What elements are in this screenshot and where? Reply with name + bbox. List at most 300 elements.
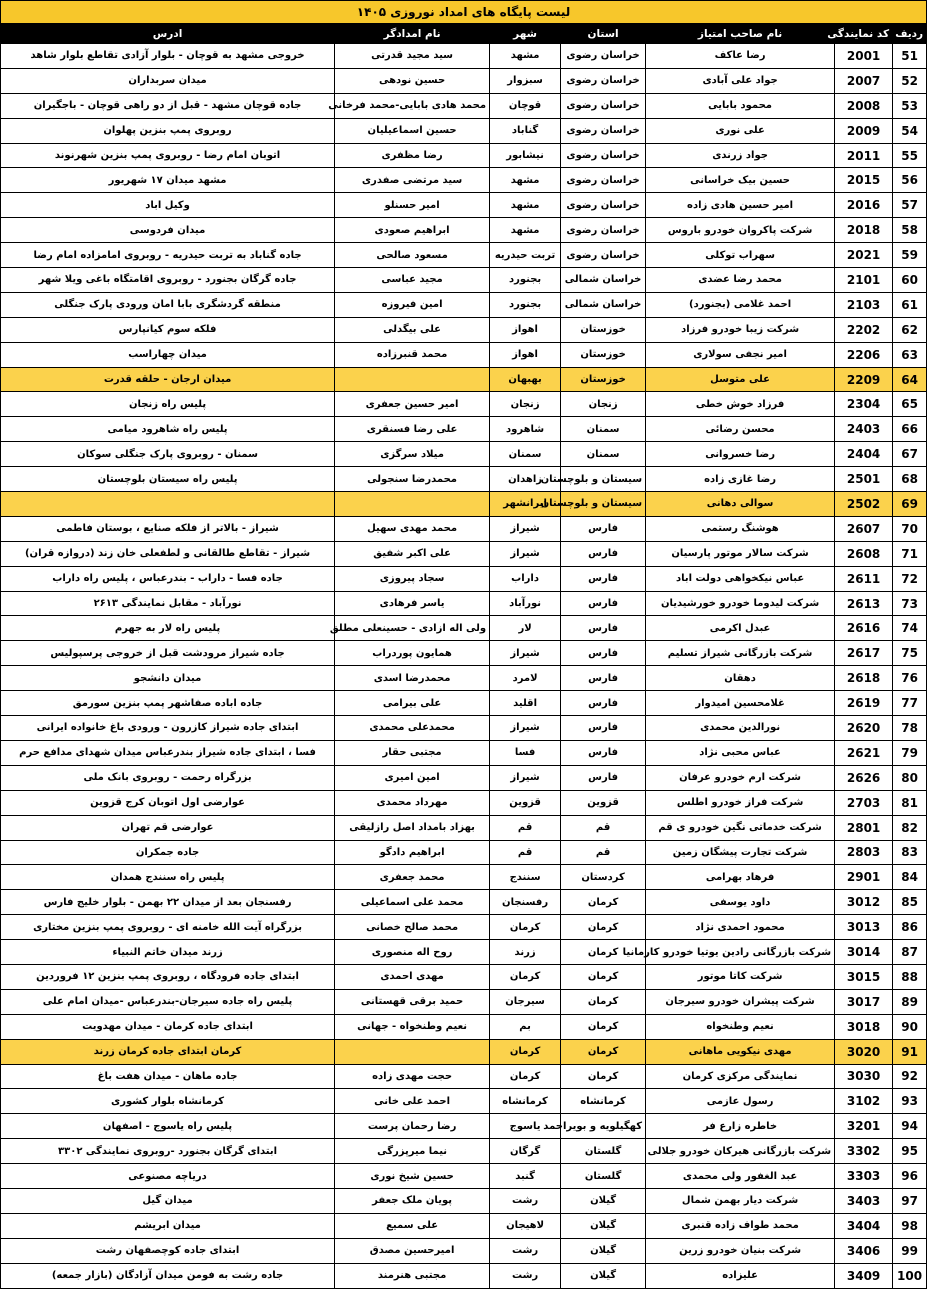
table-row [1, 716, 927, 741]
address: جاده گناباد به تربت حیدریه - روبروی امامزاده امام رضا [1, 243, 335, 268]
address: ابتدای جاده فرودگاه ، روبروی پمپ بنزین ۱۲ فروردین [1, 964, 335, 989]
table-row [1, 666, 927, 691]
owner-name: علیزاده [646, 1263, 835, 1288]
row-index: 94 [893, 1114, 927, 1139]
helper-name: ابراهیم صعودی [335, 218, 490, 243]
city: قم [490, 840, 561, 865]
table-row [1, 591, 927, 616]
address: میدان گیل [1, 1188, 335, 1213]
header-owner: نام صاحب امتیاز [646, 24, 835, 44]
city: شیراز [490, 641, 561, 666]
table-row [1, 815, 927, 840]
agency-code: 2009 [835, 118, 893, 143]
address: وکیل اباد [1, 193, 335, 218]
row-index: 52 [893, 68, 927, 93]
province: خوزستان [561, 367, 646, 392]
row-index: 74 [893, 616, 927, 641]
row-index: 66 [893, 417, 927, 442]
city: سمنان [490, 442, 561, 467]
agency-code: 2617 [835, 641, 893, 666]
owner-name: جواد زرندی [646, 143, 835, 168]
agency-code: 2616 [835, 616, 893, 641]
province: فارس [561, 666, 646, 691]
province: کرمان [561, 940, 646, 965]
city: قزوین [490, 790, 561, 815]
province: فارس [561, 716, 646, 741]
province: فارس [561, 765, 646, 790]
city: مشهد [490, 218, 561, 243]
city: بهبهان [490, 367, 561, 392]
agency-code: 3403 [835, 1188, 893, 1213]
agency-code: 2103 [835, 292, 893, 317]
helper-name: رضا رحمان پرست [335, 1114, 490, 1139]
owner-name: شرکت سالار موتور پارسیان [646, 541, 835, 566]
owner-name: شرکت بازرگانی رادین یوتیا خودرو کارمانیا [646, 940, 835, 965]
city: قم [490, 815, 561, 840]
agency-code: 3102 [835, 1089, 893, 1114]
helper-name: رضا مظفری [335, 143, 490, 168]
province: سیستان و بلوچستان [561, 492, 646, 517]
owner-name: عباس نیکخواهی دولت اباد [646, 566, 835, 591]
table-row [1, 1114, 927, 1139]
table-row [1, 616, 927, 641]
row-index: 95 [893, 1139, 927, 1164]
address: پلیس راه لار به جهرم [1, 616, 335, 641]
province: کرمان [561, 1039, 646, 1064]
province: کرمانشاه [561, 1089, 646, 1114]
helper-name: علی بیگدلی [335, 317, 490, 342]
province: خراسان رضوی [561, 168, 646, 193]
province: سمنان [561, 442, 646, 467]
helper-name: حسین نودهی [335, 68, 490, 93]
table-row [1, 342, 927, 367]
helper-name: حمید برقی قهستانی [335, 989, 490, 1014]
helper-name: محمد قنبرزاده [335, 342, 490, 367]
header-province: استان [561, 24, 646, 44]
province: فارس [561, 591, 646, 616]
agency-code: 2626 [835, 765, 893, 790]
agency-code: 2101 [835, 268, 893, 293]
agency-code: 2502 [835, 492, 893, 517]
agency-code: 2501 [835, 467, 893, 492]
row-index: 91 [893, 1039, 927, 1064]
table-body [1, 44, 927, 1289]
helper-name: محمد علی اسماعیلی [335, 890, 490, 915]
address: جاده گرگان بجنورد - روبروی اقامتگاه باغی ویلا شهر [1, 268, 335, 293]
table-row [1, 915, 927, 940]
agency-code: 3409 [835, 1263, 893, 1288]
city: نورآباد [490, 591, 561, 616]
helper-name: نیما میرپزرگی [335, 1139, 490, 1164]
table-row [1, 243, 927, 268]
agency-code: 2404 [835, 442, 893, 467]
city: کرمانشاه [490, 1089, 561, 1114]
agency-code: 2011 [835, 143, 893, 168]
address: سمنان - روبروی پارک جنگلی سوکان [1, 442, 335, 467]
address: ابتدای گرگان بجنورد -روبروی نمایندگی ۳۳۰۲ [1, 1139, 335, 1164]
table-row [1, 168, 927, 193]
header-address: ادرس [1, 24, 335, 44]
city: گناباد [490, 118, 561, 143]
agency-code: 2611 [835, 566, 893, 591]
header-row [1, 24, 927, 44]
owner-name: شرکت زیبا خودرو فرزاد [646, 317, 835, 342]
helper-name: نعیم وطنخواه - جهانی [335, 1014, 490, 1039]
province: زنجان [561, 392, 646, 417]
row-index: 64 [893, 367, 927, 392]
province: خراسان رضوی [561, 118, 646, 143]
city: رشت [490, 1238, 561, 1263]
city: ایرانشهر [490, 492, 561, 517]
address: ابتدای جاده شیراز کازرون - ورودی باغ خانواده ایرانی [1, 716, 335, 741]
province: فارس [561, 516, 646, 541]
table-row [1, 790, 927, 815]
helper-name: امین فیروزه [335, 292, 490, 317]
owner-name: سهراب توکلی [646, 243, 835, 268]
city: نیشابور [490, 143, 561, 168]
helper-name: علی رضا فسنقری [335, 417, 490, 442]
province: کهگیلویه و بویراحمد [561, 1114, 646, 1139]
owner-name: رسول عازمی [646, 1089, 835, 1114]
province: گیلان [561, 1188, 646, 1213]
province: کرمان [561, 1014, 646, 1039]
owner-name: خاطره زارع فر [646, 1114, 835, 1139]
table-row [1, 193, 927, 218]
agency-code: 3406 [835, 1238, 893, 1263]
table-row [1, 44, 927, 69]
table-row [1, 989, 927, 1014]
city: اهواز [490, 342, 561, 367]
table-row [1, 118, 927, 143]
owner-name: غلامحسین امیدوار [646, 691, 835, 716]
city: سیرجان [490, 989, 561, 1014]
table-row [1, 218, 927, 243]
row-index: 55 [893, 143, 927, 168]
province: قزوین [561, 790, 646, 815]
table-row [1, 1064, 927, 1089]
helper-name: امیر حسین جعفری [335, 392, 490, 417]
address: میدان دانشجو [1, 666, 335, 691]
table-row [1, 691, 927, 716]
province: خراسان رضوی [561, 44, 646, 69]
city: زرند [490, 940, 561, 965]
owner-name: هوشنگ رستمی [646, 516, 835, 541]
address: میدان چهاراسب [1, 342, 335, 367]
agency-code: 3030 [835, 1064, 893, 1089]
city: یاسوج [490, 1114, 561, 1139]
owner-name: شرکت کاتا موتور [646, 964, 835, 989]
row-index: 89 [893, 989, 927, 1014]
owner-name: رضا غازی زاده [646, 467, 835, 492]
agency-code: 2403 [835, 417, 893, 442]
address: پلیس راه جاده سیرجان-بندرعباس -میدان امام علی [1, 989, 335, 1014]
helper-name: بهزاد بامداد اصل رازلیقی [335, 815, 490, 840]
city: اقلید [490, 691, 561, 716]
province: فارس [561, 566, 646, 591]
table-row [1, 367, 927, 392]
address: جاده قوچان مشهد - قبل از دو راهی قوچان - باجگیران [1, 93, 335, 118]
helper-name: علی اکبر شفیق [335, 541, 490, 566]
agency-code: 2613 [835, 591, 893, 616]
agency-code: 2202 [835, 317, 893, 342]
table-row [1, 541, 927, 566]
address: جاده جمکران [1, 840, 335, 865]
city: بجنورد [490, 292, 561, 317]
table-row [1, 1263, 927, 1288]
helper-name: ابراهیم دادگو [335, 840, 490, 865]
table-row [1, 865, 927, 890]
table-row [1, 492, 927, 517]
address: جاده شیراز مرودشت قبل از خروجی پرسپولیس [1, 641, 335, 666]
helper-name [335, 1039, 490, 1064]
helper-name: سجاد پیروزی [335, 566, 490, 591]
agency-code: 3303 [835, 1164, 893, 1189]
city: شیراز [490, 541, 561, 566]
address: جاده فسا - داراب - بندرعباس ، پلیس راه داراب [1, 566, 335, 591]
province: فارس [561, 691, 646, 716]
city: رشت [490, 1263, 561, 1288]
row-index: 79 [893, 740, 927, 765]
agency-code: 2703 [835, 790, 893, 815]
owner-name: علی متوسل [646, 367, 835, 392]
agency-code: 2803 [835, 840, 893, 865]
owner-name: حسین بیک خراسانی [646, 168, 835, 193]
helper-name: حسین اسماعیلیان [335, 118, 490, 143]
agency-code: 2620 [835, 716, 893, 741]
city: فسا [490, 740, 561, 765]
row-index: 93 [893, 1089, 927, 1114]
title-row [1, 1, 927, 24]
helper-name: یاسر فرهادی [335, 591, 490, 616]
address: پلیس راه سنندج همدان [1, 865, 335, 890]
owner-name: فرهاد بهرامی [646, 865, 835, 890]
header-city: شهر [490, 24, 561, 44]
row-index: 54 [893, 118, 927, 143]
row-index: 87 [893, 940, 927, 965]
table-row [1, 1014, 927, 1039]
address: بزرگراه رحمت - روبروی بانک ملی [1, 765, 335, 790]
row-index: 70 [893, 516, 927, 541]
header-agency-code: کد نمایندگی [835, 24, 893, 44]
address: پلیس راه یاسوج - اصفهان [1, 1114, 335, 1139]
city: گرگان [490, 1139, 561, 1164]
owner-name: امیر نجفی سولاری [646, 342, 835, 367]
agency-code: 2018 [835, 218, 893, 243]
city: زنجان [490, 392, 561, 417]
address: میدان ارجان - حلقه قدرت [1, 367, 335, 392]
agency-code: 3020 [835, 1039, 893, 1064]
city: کرمان [490, 1039, 561, 1064]
helper-name: امیر حسنلو [335, 193, 490, 218]
table-row [1, 1188, 927, 1213]
row-index: 69 [893, 492, 927, 517]
row-index: 81 [893, 790, 927, 815]
owner-name: جواد علی آبادی [646, 68, 835, 93]
agency-code: 2801 [835, 815, 893, 840]
helper-name: مهرداد محمدی [335, 790, 490, 815]
row-index: 99 [893, 1238, 927, 1263]
address: رفسنجان بعد از میدان ۲۲ بهمن - بلوار خلیج فارس [1, 890, 335, 915]
row-index: 100 [893, 1263, 927, 1288]
table-row [1, 93, 927, 118]
address: نورآباد - مقابل نمایندگی ۲۶۱۳ [1, 591, 335, 616]
province: خراسان شمالی [561, 268, 646, 293]
helper-name: محمد هادی بابایی-محمد فرخانی [335, 93, 490, 118]
table-row [1, 317, 927, 342]
table-row [1, 1213, 927, 1238]
owner-name: شرکت پیشران خودرو سیرجان [646, 989, 835, 1014]
owner-name: شرکت بنیان خودرو زرین [646, 1238, 835, 1263]
province: کرمان [561, 890, 646, 915]
helper-name: مسعود صالحی [335, 243, 490, 268]
address: دریاچه مصنوعی [1, 1164, 335, 1189]
city: مشهد [490, 193, 561, 218]
helper-name: محمدرضا سنجولی [335, 467, 490, 492]
row-index: 73 [893, 591, 927, 616]
row-index: 65 [893, 392, 927, 417]
row-index: 56 [893, 168, 927, 193]
helper-name: مجتبی هنرمند [335, 1263, 490, 1288]
owner-name: عبد الغفور ولی محمدی [646, 1164, 835, 1189]
city: اهواز [490, 317, 561, 342]
helper-name [335, 492, 490, 517]
city: رفسنجان [490, 890, 561, 915]
agency-code: 2008 [835, 93, 893, 118]
agency-code: 2016 [835, 193, 893, 218]
province: گلستان [561, 1139, 646, 1164]
address: مشهد میدان ۱۷ شهریور [1, 168, 335, 193]
agency-code: 2618 [835, 666, 893, 691]
row-index: 67 [893, 442, 927, 467]
helper-name: علی سمیع [335, 1213, 490, 1238]
province: فارس [561, 616, 646, 641]
helper-name: علی بیرامی [335, 691, 490, 716]
row-index: 85 [893, 890, 927, 915]
table-row [1, 1238, 927, 1263]
agency-code: 2608 [835, 541, 893, 566]
city: زاهدان [490, 467, 561, 492]
helper-name: مهدی احمدی [335, 964, 490, 989]
province: خراسان رضوی [561, 218, 646, 243]
owner-name: احمد غلامی (بجنورد) [646, 292, 835, 317]
agency-code: 2304 [835, 392, 893, 417]
city: قوچان [490, 93, 561, 118]
table-row [1, 1089, 927, 1114]
address: عوارضی قم تهران [1, 815, 335, 840]
province: قم [561, 840, 646, 865]
agency-code: 2209 [835, 367, 893, 392]
owner-name: محمد رضا عضدی [646, 268, 835, 293]
table-row [1, 1164, 927, 1189]
agency-code: 3014 [835, 940, 893, 965]
province: کرمان [561, 964, 646, 989]
helper-name: همایون پوردراب [335, 641, 490, 666]
row-index: 71 [893, 541, 927, 566]
address: شیراز - بالاتر از فلکه صنایع ، بوستان فاطمی [1, 516, 335, 541]
table-row [1, 268, 927, 293]
city: سبزوار [490, 68, 561, 93]
agency-code: 2001 [835, 44, 893, 69]
province: خراسان شمالی [561, 292, 646, 317]
table-row [1, 740, 927, 765]
row-index: 68 [893, 467, 927, 492]
agency-code: 3018 [835, 1014, 893, 1039]
table-row [1, 890, 927, 915]
helper-name: پویان ملک جعفر [335, 1188, 490, 1213]
agency-code: 3201 [835, 1114, 893, 1139]
city: کرمان [490, 964, 561, 989]
address [1, 492, 335, 517]
province: گیلان [561, 1213, 646, 1238]
province: کرمان [561, 989, 646, 1014]
owner-name: عباس محبی نژاد [646, 740, 835, 765]
owner-name: محسن رضائی [646, 417, 835, 442]
row-index: 61 [893, 292, 927, 317]
helper-name: امیرحسین مصدق [335, 1238, 490, 1263]
row-index: 83 [893, 840, 927, 865]
city: شاهرود [490, 417, 561, 442]
city: تربت حیدریه [490, 243, 561, 268]
city: کرمان [490, 1064, 561, 1089]
helper-name: حسین شیخ نوری [335, 1164, 490, 1189]
city: مشهد [490, 44, 561, 69]
helper-name: محمدعلی محمدی [335, 716, 490, 741]
owner-name: رضا خسروانی [646, 442, 835, 467]
helper-name: محمد صالح خصانی [335, 915, 490, 940]
address: جاده رشت به فومن میدان آزادگان (بازار جمعه) [1, 1263, 335, 1288]
owner-name: شرکت دیار بهمن شمال [646, 1188, 835, 1213]
province: کرمان [561, 1064, 646, 1089]
helper-name: مجتبی حقار [335, 740, 490, 765]
province: کردستان [561, 865, 646, 890]
agency-code: 2607 [835, 516, 893, 541]
address: ابتدای جاده کرمان - میدان مهدویت [1, 1014, 335, 1039]
address: میدان سربداران [1, 68, 335, 93]
agency-code: 3017 [835, 989, 893, 1014]
owner-name: علی نوری [646, 118, 835, 143]
province: خراسان رضوی [561, 68, 646, 93]
table-row [1, 940, 927, 965]
province: گلستان [561, 1164, 646, 1189]
agency-code: 3404 [835, 1213, 893, 1238]
table-row [1, 68, 927, 93]
row-index: 82 [893, 815, 927, 840]
province: قم [561, 815, 646, 840]
agency-code: 3012 [835, 890, 893, 915]
helper-name: سید مرتضی صفدری [335, 168, 490, 193]
agency-code: 2007 [835, 68, 893, 93]
address: پلیس راه سیستان بلوچستان [1, 467, 335, 492]
row-index: 96 [893, 1164, 927, 1189]
row-index: 78 [893, 716, 927, 741]
owner-name: شرکت لیدوما خودرو خورشیدیان [646, 591, 835, 616]
owner-name: شرکت خدماتی نگین خودرو ی قم [646, 815, 835, 840]
city: بجنورد [490, 268, 561, 293]
table-row [1, 392, 927, 417]
address: اتوبان امام رضا - روبروی پمپ بنزین شهرنوند [1, 143, 335, 168]
province: خراسان رضوی [561, 93, 646, 118]
owner-name: سوالی دهانی [646, 492, 835, 517]
province: سیستان و بلوچستان [561, 467, 646, 492]
province: خراسان رضوی [561, 193, 646, 218]
address: شیراز - تقاطع طالقانی و لطفعلی خان زند (دروازه قران) [1, 541, 335, 566]
row-index: 62 [893, 317, 927, 342]
table-row [1, 1039, 927, 1064]
header-index: ردیف [893, 24, 927, 44]
address: زرند میدان خاتم النبیاء [1, 940, 335, 965]
province: سمنان [561, 417, 646, 442]
helper-name: ولی اله ازادی - حسینعلی مطلق [335, 616, 490, 641]
